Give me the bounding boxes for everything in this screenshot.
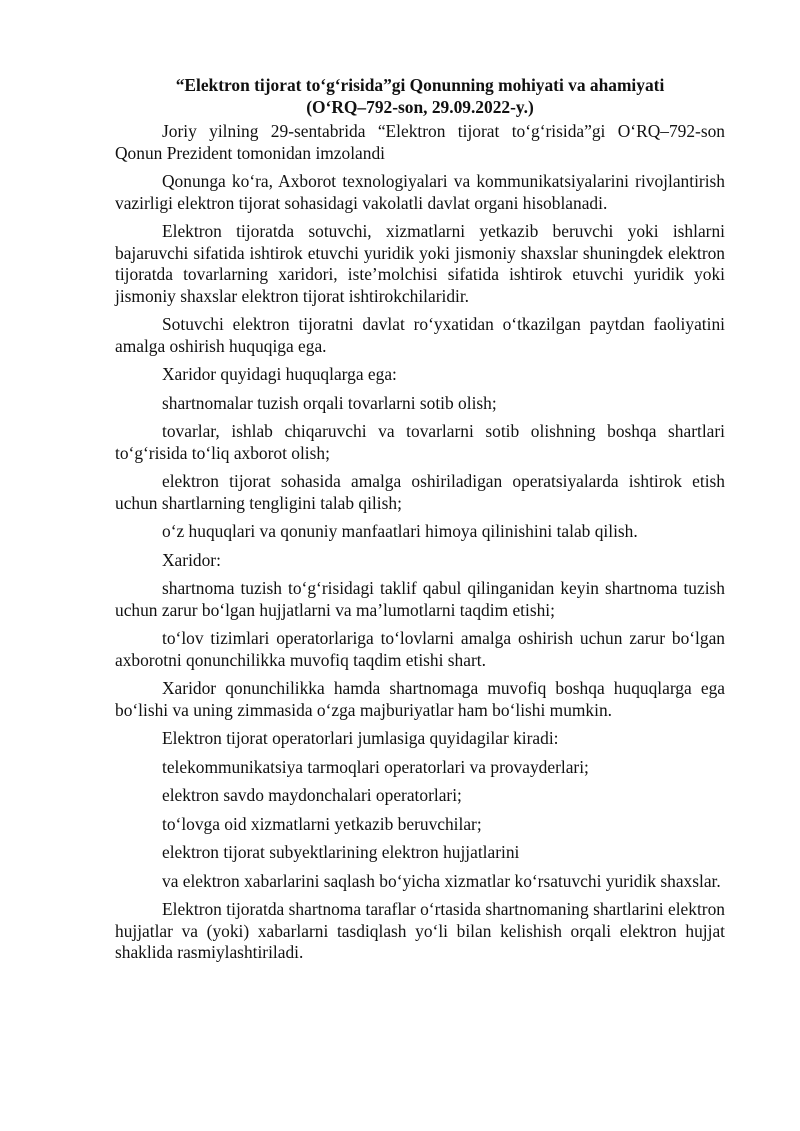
paragraph-4: Sotuvchi elektron tijoratni davlat ro‘yxatidan o‘tkazilgan paytdan faoliyatini amalga oshirish huquqiga ega. xyxy=(115,314,725,356)
document-page xyxy=(115,75,725,971)
list-item-7: telekommunikatsiya tarmoqlari operatorlari va provayderlari; xyxy=(162,756,589,777)
paragraph-5: Xaridor quyidagi huquqlarga ega: xyxy=(162,364,397,384)
title-line-2: (O‘RQ–792-son, 29.09.2022-y.) xyxy=(306,96,534,117)
list-item-1: shartnomalar tuzish orqali tovarlarni sotib olish; xyxy=(162,392,497,413)
list-item-8: elektron savdo maydonchalari operatorlari; xyxy=(162,785,462,805)
title-line-1: “Elektron tijorat to‘g‘risida”gi Qonunning mohiyati va ahamiyati xyxy=(175,75,665,95)
list-item-6: to‘lov tizimlari operatorlariga to‘lovlarni amalga oshirish uchun zarur bo‘lgan axborotni qonunchilikka muvofiq taqdim etishi shart. xyxy=(115,628,725,670)
list-item-3: elektron tijorat sohasida amalga oshiriladigan operatsiyalarda ishtirok etish uchun shartlarning tengligini talab qilish; xyxy=(115,471,725,513)
list-item-4: o‘z huquqlari va qonuniy manfaatlari himoya qilinishini talab qilish. xyxy=(162,521,638,541)
list-item-9: to‘lovga oid xizmatlarni yetkazib beruvchilar; xyxy=(162,813,482,834)
paragraph-7: Xaridor qonunchilikka hamda shartnomaga muvofiq boshqa huquqlarga ega bo‘lishi va uning zimmasida o‘zga majburiyatlar ham bo‘lishi mumkin. xyxy=(115,678,725,720)
paragraph-1: Joriy yilning 29-sentabrida “Elektron tijorat to‘g‘risida”gi O‘RQ–792-son Qonun Prezident tomonidan imzolandi xyxy=(115,121,725,163)
paragraph-3: Elektron tijoratda sotuvchi, xizmatlarni yetkazib beruvchi yoki ishlarni bajaruvchi sifatida ishtirok etuvchi yuridik yoki jismoniy shaxslar shuningdek elektron tijoratda tovarlarning xaridori, iste’molchisi sifatida ishtirok etuvchi yuridik yoki jismoniy shaxslar elektron tijorat ishtirokchilaridir. xyxy=(115,221,725,306)
paragraph-2: Qonunga ko‘ra, Axborot texnologiyalari va kommunikatsiyalarini rivojlantirish vazirligi elektron tijorat sohasidagi vakolatli davlat organi hisoblanadi. xyxy=(115,171,725,213)
list-item-5: shartnoma tuzish to‘g‘risidagi taklif qabul qilinganidan keyin shartnoma tuzish uchun zarur bo‘lgan hujjatlarni va ma’lumotlarni taqdim etishi; xyxy=(115,578,725,620)
list-item-10: elektron tijorat subyektlarining elektron hujjatlarini xyxy=(162,842,520,862)
paragraph-6: Xaridor: xyxy=(162,549,221,570)
document-title xyxy=(115,75,725,118)
paragraph-9: Elektron tijoratda shartnoma taraflar o‘rtasida shartnomaning shartlarini elektron hujjatlar va (yoki) xabarlarni tasdiqlash yo‘li bilan kelishish orqali elektron hujjat shaklida rasmiylashtiriladi. xyxy=(115,899,725,962)
list-item-2: tovarlar, ishlab chiqaruvchi va tovarlarni sotib olishning boshqa shartlari to‘g‘risida to‘liq axborot olish; xyxy=(115,421,725,463)
paragraph-8: Elektron tijorat operatorlari jumlasiga quyidagilar kiradi: xyxy=(162,728,559,748)
list-item-11: va elektron xabarlarini saqlash bo‘yicha xizmatlar ko‘rsatuvchi yuridik shaxslar. xyxy=(162,870,721,891)
